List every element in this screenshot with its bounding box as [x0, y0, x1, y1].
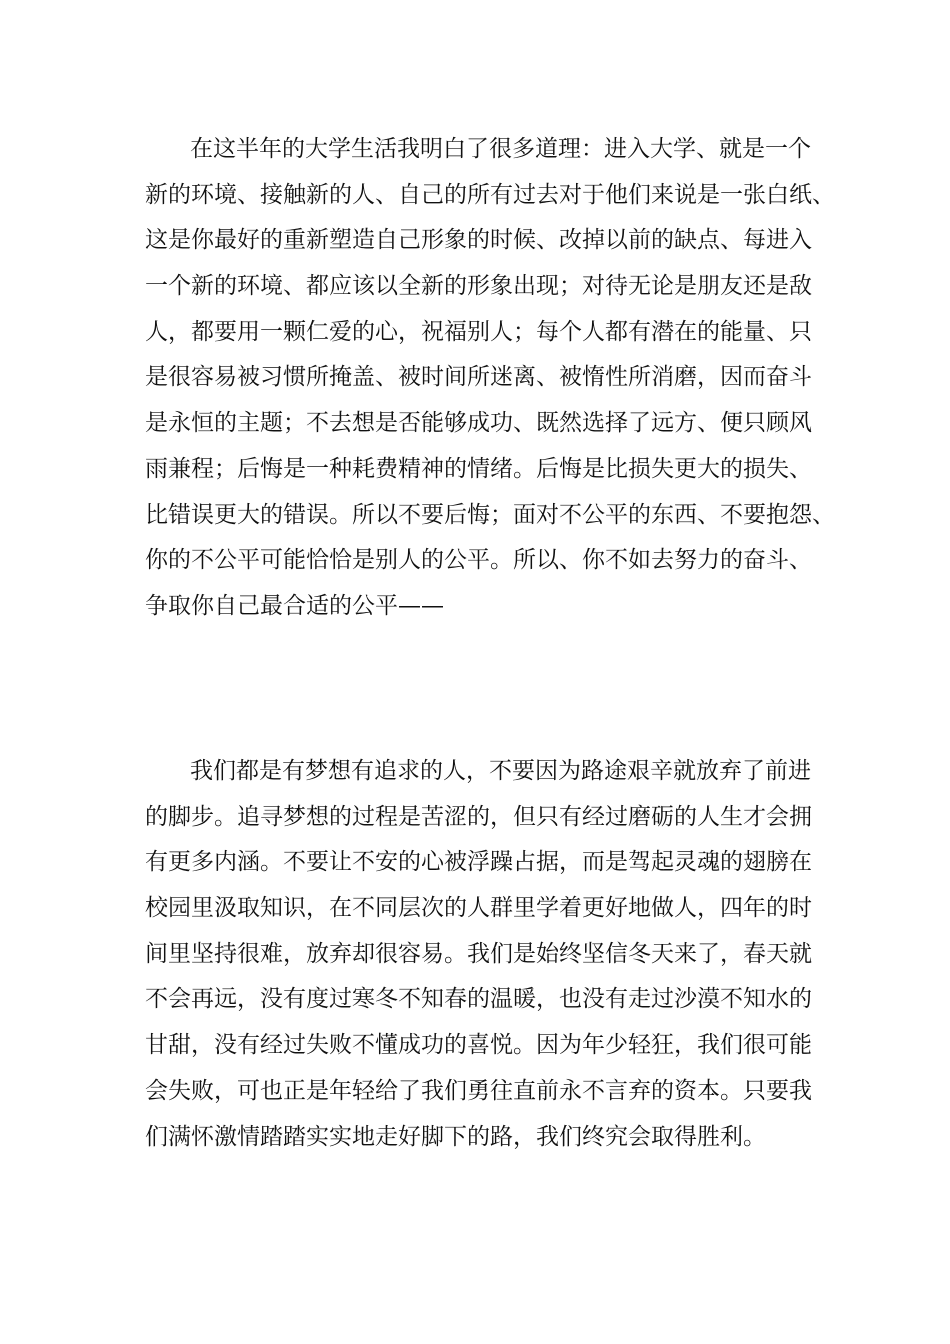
- paragraph-line: 会失败，可也正是年轻给了我们勇往直前永不言弃的资本。只要我: [145, 1077, 812, 1104]
- paragraph-line: 甘甜，没有经过失败不懂成功的喜悦。因为年少轻狂，我们很可能: [145, 1032, 812, 1059]
- paragraph-line: 人，都要用一颗仁爱的心，祝福别人；每个人都有潜在的能量、只: [145, 318, 812, 345]
- paragraph-line: 我们都是有梦想有追求的人，不要因为路途艰辛就放弃了前进: [190, 758, 811, 784]
- paragraph-dreams: [145, 749, 835, 1160]
- paragraph-line: 的脚步。追寻梦想的过程是苦涩的，但只有经过磨砺的人生才会拥: [145, 803, 812, 830]
- paragraph-line: 你的不公平可能恰恰是别人的公平。所以、你不如去努力的奋斗、: [145, 547, 812, 574]
- paragraph-line: 这是你最好的重新塑造自己形象的时候、改掉以前的缺点、每进入: [145, 227, 812, 254]
- paragraph-line: 是很容易被习惯所掩盖、被时间所迷离、被惰性所消磨，因而奋斗: [145, 364, 812, 391]
- paragraph-line: 校园里汲取知识，在不同层次的人群里学着更好地做人，四年的时: [145, 895, 812, 922]
- paragraph-line: 争取你自己最合适的公平——: [145, 592, 444, 619]
- paragraph-line: 是永恒的主题；不去想是否能够成功、既然选择了远方、便只顾风: [145, 410, 812, 437]
- paragraph-line: 比错误更大的错误。所以不要后悔；面对不公平的东西、不要抱怨、: [145, 501, 835, 528]
- paragraph-line: 新的环境、接触新的人、自己的所有过去对于他们来说是一张白纸、: [145, 181, 835, 208]
- paragraph-line: 有更多内涵。不要让不安的心被浮躁占据，而是驾起灵魂的翅膀在: [145, 849, 812, 876]
- paragraph-reflection: [145, 127, 835, 630]
- paragraph-line: 间里坚持很难，放弃却很容易。我们是始终坚信冬天来了，春天就: [145, 940, 812, 967]
- paragraph-line: 一个新的环境、都应该以全新的形象出现；对待无论是朋友还是敌: [145, 273, 812, 300]
- paragraph-line: 不会再远，没有度过寒冬不知春的温暖，也没有走过沙漠不知水的: [145, 986, 812, 1013]
- paragraph-line: 雨兼程；后悔是一种耗费精神的情绪。后悔是比损失更大的损失、: [145, 455, 812, 482]
- paragraph-line: 在这半年的大学生活我明白了很多道理：进入大学、就是一个: [190, 136, 811, 162]
- paragraph-line: 们满怀激情踏踏实实地走好脚下的路，我们终究会取得胜利。: [145, 1123, 766, 1150]
